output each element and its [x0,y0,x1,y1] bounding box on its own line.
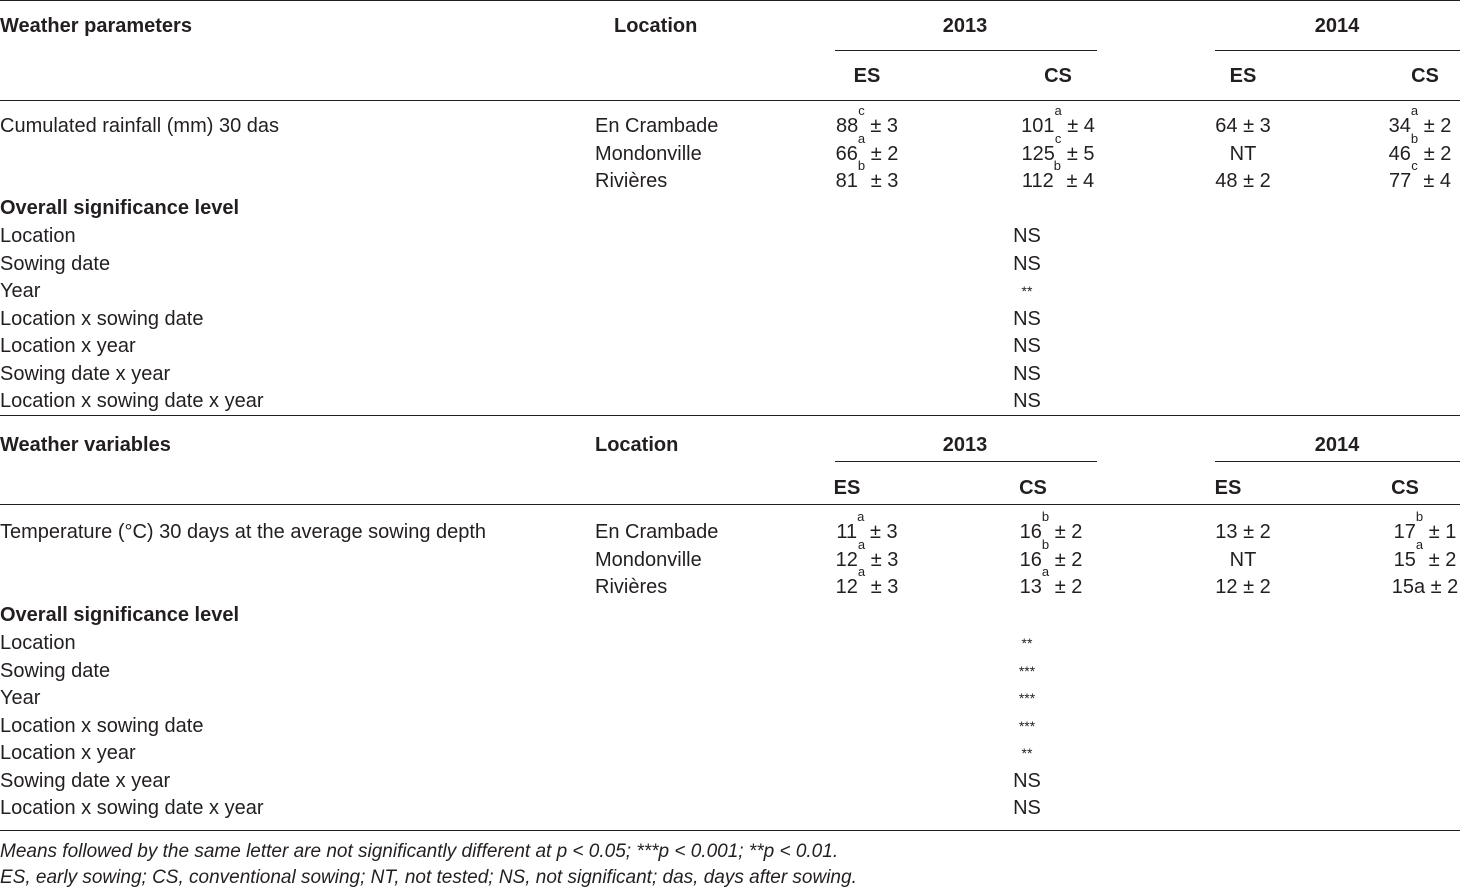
cell-superscript: a [857,130,866,146]
cell-value: 48 ± 2 [1215,170,1271,192]
data-cell [1215,114,1270,138]
cell-error: ± 3 [865,548,899,571]
cell-value: 101 [1021,115,1055,137]
table2-header-es-2014: ES [1214,477,1242,499]
significance-value: ** [1021,745,1033,761]
cell-value: 125 [1021,142,1055,165]
table1-header-location: Location [614,15,698,37]
significance-value: ** [1021,283,1033,299]
significance-factor: Location x sowing date x year [0,390,264,412]
cell-superscript: b [1415,509,1424,524]
table2-row-label: Temperature (°C) 30 days at the average sowing depth [0,521,487,543]
significance-value: NS [1013,335,1041,357]
significance-factor: Location x sowing date [0,714,204,737]
significance-factor: Location x year [0,335,136,357]
cell-value: 12 ± 2 [1215,576,1271,598]
significance-value: *** [1018,717,1036,734]
significance-factor: Sowing date [0,252,111,275]
significance-factor: Location x year [0,742,136,764]
cell-value: 112 [1021,170,1054,192]
data-cell [835,564,899,599]
footnote-2: ES, early sowing; CS, conventional sowing; NT, not tested; NS, not significant; das, days after sowing. [0,867,857,888]
data-cell [1215,575,1270,599]
table1-bottom-rule [0,415,1460,416]
significance-value: *** [1018,662,1036,679]
table2-header-bottom-rule [0,504,1460,505]
cell-superscript: a [1041,564,1050,579]
data-cell [1393,536,1457,572]
cell-error: ± 3 [864,521,898,543]
significance-factor: Location x sowing date [0,307,204,330]
cell-value: 77 [1389,170,1412,192]
cell-value: 11 [836,521,858,543]
data-cell [1388,130,1452,166]
data-cell [1392,575,1459,599]
significance-value: NS [1013,769,1041,792]
table1-header-2013: 2013 [942,15,988,37]
cell-superscript: a [1054,103,1062,118]
cell-error: ± 2 [1049,521,1083,543]
row-location: Rivières [595,576,668,598]
cell-error: ± 2 [1423,548,1457,571]
data-cell [835,130,899,166]
table2-header-es-2013: ES [833,477,861,499]
data-cell [1230,548,1257,572]
cell-error: ± 4 [1060,170,1095,192]
cell-superscript: b [1041,536,1050,552]
cell-value: 88 [836,115,859,137]
significance-factor: Year [0,280,41,302]
data-cell [836,103,898,138]
row-location: En Crambade [595,115,719,137]
significance-factor: Sowing date x year [0,769,171,792]
cell-superscript: b [857,158,866,173]
cell-superscript: a [857,509,865,524]
significance-value: NS [1013,307,1041,330]
row-location: Rivières [595,170,668,192]
cell-value: 15 [1393,548,1416,571]
significance-value: *** [1018,690,1036,706]
cell-value: 16 [1019,548,1042,571]
cell-value: 34 [1388,115,1411,137]
table1-2013-rule [835,50,1097,51]
cell-value: 12 [835,548,858,571]
table1-row-label: Cumulated rainfall (mm) 30 das [0,115,279,137]
cell-error: ± 2 [1418,115,1452,137]
cell-error: ± 5 [1061,142,1095,165]
cell-value: NT [1229,548,1257,571]
cell-value: 13 ± 2 [1215,521,1271,543]
data-cell [1019,536,1083,572]
table2-header-cs-2014: CS [1391,477,1419,499]
significance-factor: Location [0,632,76,654]
cell-error: ± 2 [1049,576,1083,598]
data-cell [1019,564,1083,599]
table2-2013-rule [835,461,1097,462]
data-cell [1388,103,1452,138]
table2-significance-title: Overall significance level [0,604,240,626]
cell-superscript: b [1410,130,1419,146]
table2-header-2014: 2014 [1314,434,1360,456]
table2-header-location: Location [595,434,679,456]
cell-error: ± 1 [1423,521,1457,543]
table2-header-cs-2013: CS [1019,477,1047,499]
table1-header-2014: 2014 [1314,15,1360,37]
significance-value: NS [1013,252,1041,275]
data-cell [1215,520,1270,544]
table1-2014-rule [1215,50,1460,51]
data-cell [1389,158,1451,193]
significance-factor: Sowing date [0,659,111,682]
significance-factor: Location x sowing date x year [0,797,264,819]
table1-header-es-2014: ES [1229,65,1257,87]
cell-superscript: a [857,564,866,579]
table1-header-es-2013: ES [853,65,881,87]
cell-error: ± 2 [1049,548,1083,571]
significance-value: ** [1021,635,1033,651]
data-cell [1215,169,1270,193]
cell-value: 46 [1388,142,1411,165]
cell-superscript: c [1054,130,1062,146]
cell-error: ± 2 [865,142,899,165]
cell-error: ± 4 [1061,115,1095,137]
data-cell [835,158,899,193]
data-cell [1019,509,1083,544]
row-location: Mondonville [595,142,702,165]
table1-top-rule [0,0,1460,1]
significance-value: NS [1013,362,1041,385]
significance-factor: Sowing date x year [0,362,171,385]
cell-superscript: b [1053,158,1061,173]
cell-value: NT [1229,142,1257,165]
significance-factor: Year [0,687,41,709]
significance-value: NS [1013,225,1041,247]
row-location: En Crambade [595,521,719,543]
significance-value: NS [1013,390,1041,412]
cell-superscript: a [1410,103,1419,118]
cell-error: ± 3 [864,115,898,137]
data-cell [1393,509,1457,544]
table1-header-cs-2014: CS [1411,65,1439,87]
cell-value: 81 [835,170,858,192]
table2-header-param: Weather variables [0,434,171,456]
cell-superscript: c [858,103,865,118]
data-cell [836,509,898,544]
cell-value: 66 [835,142,858,165]
table1-header-cs-2013: CS [1044,65,1072,87]
cell-value: 15a ± 2 [1391,576,1459,598]
table1-significance-title: Overall significance level [0,197,240,219]
significance-factor: Location [0,225,76,247]
cell-value: 13 [1019,576,1042,598]
table1-header-bottom-rule [0,100,1460,101]
cell-superscript: b [1041,509,1050,524]
cell-superscript: a [857,536,866,552]
cell-value: 16 [1019,521,1042,543]
data-cell [1230,142,1257,166]
cell-value: 64 ± 3 [1215,115,1271,137]
table2-header-2013: 2013 [942,434,988,456]
table1-header-param: Weather parameters [0,15,192,37]
table2-2014-rule [1215,461,1460,462]
cell-value: 12 [835,576,858,598]
cell-error: ± 2 [1418,142,1452,165]
row-location: Mondonville [595,548,702,571]
cell-superscript: c [1411,158,1418,173]
cell-error: ± 3 [865,170,899,192]
table2-bottom-rule [0,830,1460,831]
cell-error: ± 3 [865,576,899,598]
data-cell [835,536,899,572]
cell-error: ± 4 [1417,170,1451,192]
data-cell [1021,158,1095,193]
cell-value: 17 [1393,521,1416,543]
significance-value: NS [1013,797,1041,819]
cell-superscript: a [1415,536,1424,552]
footnote-1: Means followed by the same letter are not significantly different at p < 0.05; ***p < 0.001; **p < 0.01. [0,841,839,862]
